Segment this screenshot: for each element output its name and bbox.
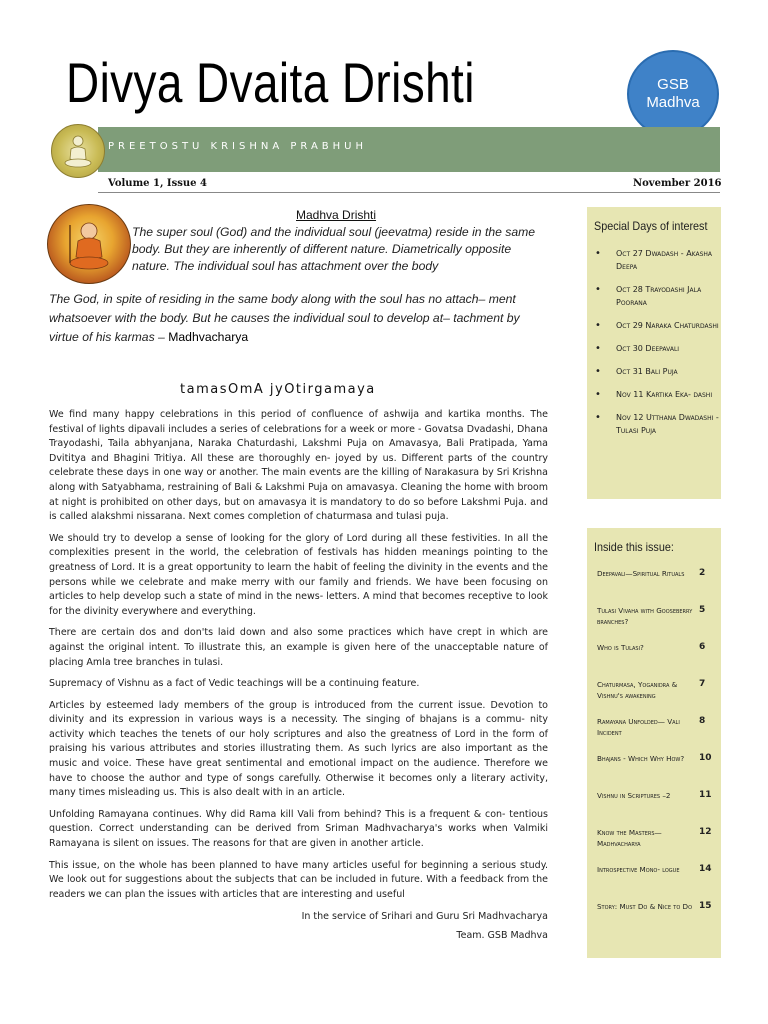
toc-page: 15 bbox=[699, 901, 712, 911]
article-heading: tamasOmA jyOtirgamaya bbox=[180, 382, 376, 397]
toc-row bbox=[587, 901, 721, 938]
toc-page: 8 bbox=[699, 716, 706, 726]
toc-page: 7 bbox=[699, 679, 706, 689]
issue-date: November 2016 bbox=[633, 178, 722, 189]
toc-label: Introspective Mono- logue bbox=[597, 865, 680, 874]
gsb-madhva-badge bbox=[627, 50, 719, 138]
list-item: • Nov 12 Utthana Dwadashi - Tulasi Puja bbox=[587, 411, 721, 437]
article-body bbox=[49, 408, 548, 947]
inside-issue-panel bbox=[587, 528, 721, 958]
signature-line-2: Team. GSB Madhva bbox=[456, 930, 548, 942]
toc-page: 6 bbox=[699, 642, 706, 652]
toc-row bbox=[587, 679, 721, 716]
volume-issue: Volume 1, Issue 4 bbox=[108, 178, 207, 189]
quote-text: The God, in spite of residing in the same body along with the soul has no attach– ment whatsoever with the body. But he causes the individual soul to develop at– tachment by virtue of his karmas bbox=[49, 292, 520, 344]
list-item: • Oct 31 Bali Puja bbox=[587, 365, 721, 378]
quote-author: Madhvacharya bbox=[168, 330, 249, 344]
list-item: • Oct 28 Trayodashi Jala Poorana bbox=[587, 283, 721, 309]
toc-row bbox=[587, 568, 721, 605]
toc-label: Who is Tulasi? bbox=[597, 643, 644, 652]
madhvacharya-portrait-image bbox=[47, 204, 131, 284]
banner-text: PREETOSTU KRISHNA PRABHUH bbox=[108, 141, 368, 152]
toc-label: Vishnu in Scriptures –2 bbox=[597, 791, 671, 800]
list-item: • Oct 29 Naraka Chaturdashi bbox=[587, 319, 721, 332]
toc-row bbox=[587, 642, 721, 679]
toc-page: 2 bbox=[699, 568, 706, 578]
toc-page: 10 bbox=[699, 753, 712, 763]
list-item: • Oct 27 Dwadash - Akasha Deepa bbox=[587, 247, 721, 273]
toc-row bbox=[587, 864, 721, 901]
article-paragraph: Articles by esteemed lady members of the group is introduced from the current issue. Devotion to divinity and its expression in various ways is a necessity. The singing of bhajans is a commu- nity activity which teaches the tenets of our holy scriptures and also the greatness of Lord in the form of praising his various attributes and stories illustrating them. As such lyrics are also important as the music and voice. These have great sentimental and emotional impact on the audience. Therefore we have to choose the author and type of songs carefully. Otherwise it becomes only a literary activity, many times misleading us. This is also dealt with in an article. bbox=[49, 699, 548, 799]
inside-issue-title: Inside this issue: bbox=[594, 540, 674, 554]
toc-page: 11 bbox=[699, 790, 712, 800]
seated-figure-icon bbox=[52, 125, 104, 177]
badge-line-2: Madhva bbox=[646, 94, 700, 111]
article-paragraph: There are certain dos and don'ts laid down and also some practices which have crept in which are against the original intent. To illustrate this, an example is given here of the unacceptable nature of placing Amla tree branches in tulasi. bbox=[49, 627, 548, 668]
toc-page: 12 bbox=[699, 827, 712, 837]
toc-row bbox=[587, 605, 721, 642]
toc-label: Chaturmasa, Yoganidra & Vishnu's awakening bbox=[597, 680, 678, 700]
portrait-figure-icon bbox=[48, 205, 130, 283]
list-item: • Nov 11 Kartika Eka- dashi bbox=[587, 388, 721, 401]
toc-label: Deepavali—Spiritual Rituals bbox=[597, 569, 685, 578]
toc-row bbox=[587, 716, 721, 753]
special-days-title: Special Days of interest bbox=[594, 219, 708, 233]
toc-label: Know the Masters— Madhvacharya bbox=[597, 828, 662, 848]
toc-label: Story: Must Do & Nice to Do bbox=[597, 902, 693, 911]
special-days-panel bbox=[587, 207, 721, 499]
deity-logo-image bbox=[51, 124, 105, 178]
article-paragraph: Unfolding Ramayana continues. Why did Rama kill Vali from behind? This is a frequent & con- tentious question. Correct understanding can be derived from Sriman Madhvacharya's works when Valmiki Ramayana is silent on issues. The reasons for that are given in another article. bbox=[49, 808, 548, 850]
toc-label: Ramayana Unfolded— Vali Incident bbox=[597, 717, 680, 737]
toc-row bbox=[587, 753, 721, 790]
table-of-contents bbox=[587, 568, 721, 938]
toc-page: 5 bbox=[699, 605, 706, 615]
quote-dash: – bbox=[154, 330, 169, 344]
masthead-divider bbox=[98, 192, 720, 193]
toc-row bbox=[587, 827, 721, 864]
feature-intro: The super soul (God) and the individual soul (jeevatma) reside in the same body. But they are inherently of different nature. Diametrically opposite nature. The individual soul has attachment over the body bbox=[132, 225, 536, 273]
toc-label: Bhajans - Which Why How? bbox=[597, 754, 685, 763]
toc-label: Tulasi Vivaha with Gooseberry branches? bbox=[597, 606, 693, 626]
newsletter-title: Divya Dvaita Drishti bbox=[66, 51, 475, 114]
article-paragraph: We find many happy celebrations in this period of confluence of ashwija and kartika months. The festival of lights dipavali includes a series of celebrations for a week or more - Govatsa Dvadashi, Dhana Trayodashi, Taila abhyanjana, Naraka Chaturdashi, Lakshmi Puja on Amavasya, Bali Pratipada, Yama Dvititya and Bhagini Tritiya. All these are thoroughly en- joyed by us. Different parts of the country celebrate these days in one way or another. The main events are the killing of Narakasura by Sri Krishna along with Satyabhama, restraining of Bali & Lakshmi Puja on amavasya. Cleaning the home with broom at night is prohibited on other days, but on amavasya it is mandatory to do so before Lakshmi Puja. and is called alakshmi nissarana. Next comes completion of chaturmasa and tulasi puja. bbox=[49, 409, 548, 523]
signature-line-1: In the service of Srihari and Guru Sri Madhvacharya bbox=[301, 911, 548, 923]
special-days-list bbox=[587, 247, 721, 437]
toc-row bbox=[587, 790, 721, 827]
article-paragraph: We should try to develop a sense of looking for the glory of Lord during all these festivities. In all the complexities present in the world, the celebration of festivals has hidden meanings pointing to the greatness of Lord. It is a great opportunity to learn the habit of feeling the divinity in the events and the persons while we celebrate and make merry with our family and friends. We have been focusing on articles to help develop such a state of mind in the news- letters. A mind that becomes receptive to look for the divinity everywhere and everything. bbox=[49, 532, 548, 617]
list-item: • Oct 30 Deepavali bbox=[587, 342, 721, 355]
feature-title: Madhva Drishti bbox=[296, 208, 377, 222]
banner bbox=[98, 127, 720, 172]
article-paragraph: This issue, on the whole has been planned to have many articles useful for beginning a serious study. We look out for suggestions about the subjects that can be included in future. With a feedback from the readers we can plan the issues with articles that are interesting and useful bbox=[49, 859, 548, 900]
badge-line-1: GSB bbox=[657, 76, 689, 93]
toc-page: 14 bbox=[699, 864, 712, 874]
article-paragraph: Supremacy of Vishnu as a fact of Vedic teachings will be a continuing feature. bbox=[49, 678, 420, 690]
feature-quote bbox=[49, 290, 550, 347]
